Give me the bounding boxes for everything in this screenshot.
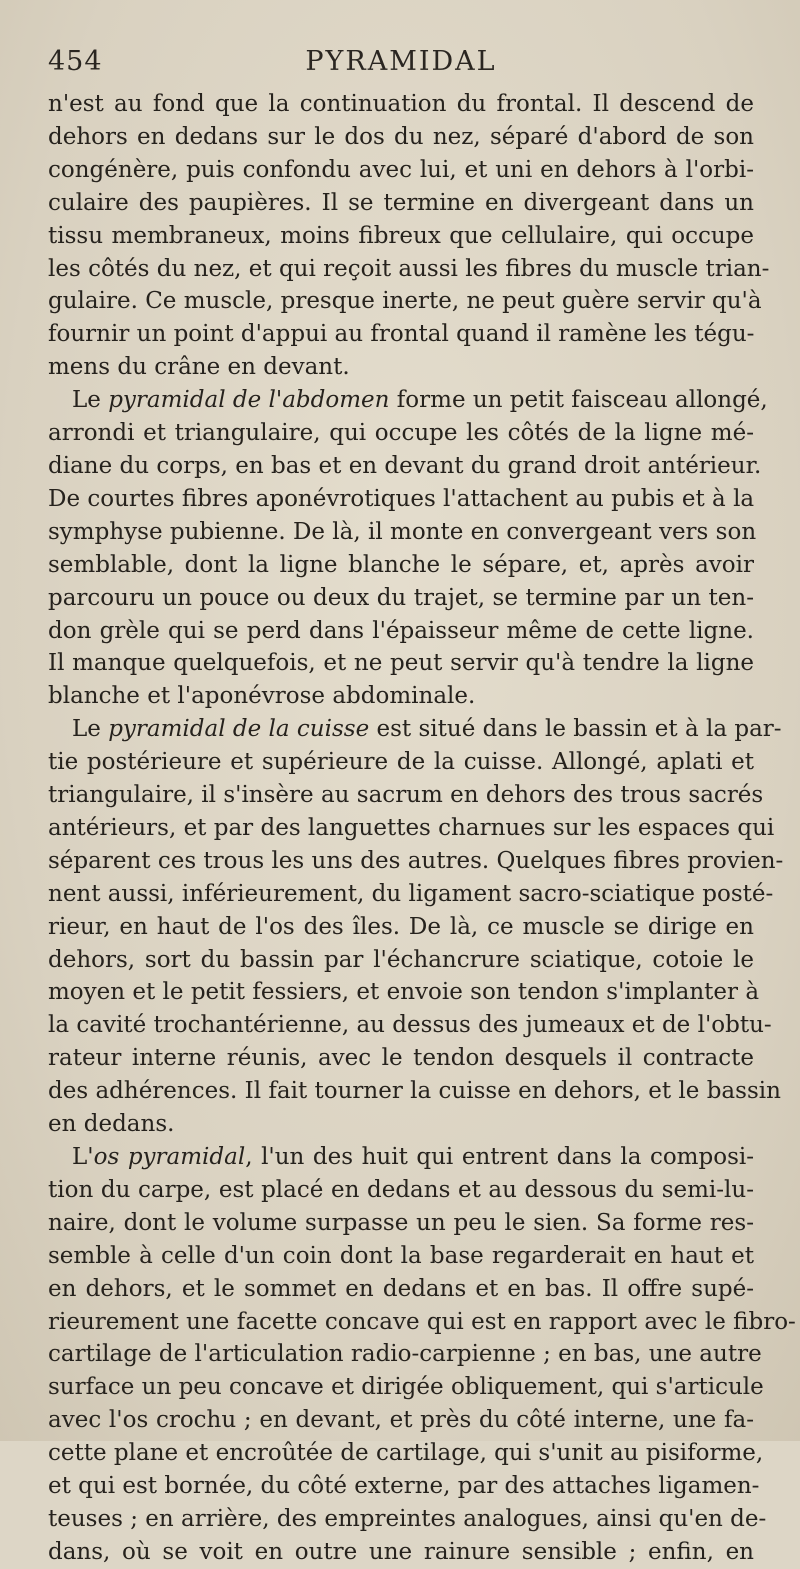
body-text <box>48 88 796 1569</box>
term-italic: os pyramidal <box>93 1144 246 1170</box>
page-number: 454 <box>48 46 103 77</box>
text-line: rieurement une facette concave qui est en rapport avec le fibro- <box>48 1308 796 1335</box>
text-line: moyen et le petit fessiers, et envoie son tendon s'implanter à <box>48 979 760 1006</box>
text-line: des adhérences. Il fait tourner la cuisse en dehors, et le bassin <box>48 1078 781 1105</box>
lead-rest: est situé dans le bassin et à la par- <box>369 716 782 743</box>
text-line: fournir un point d'appui au frontal quand il ramène les tégu- <box>48 321 755 348</box>
text-line: diane du corps, en bas et en devant du grand droit antérieur. <box>48 452 762 479</box>
paragraph-cuisse <box>48 713 784 1141</box>
text-line: Il manque quelquefois, et ne peut servir qu'à tendre la ligne <box>48 650 754 677</box>
text-line: tie postérieure et supérieure de la cuisse. Allongé, aplati et <box>48 749 754 776</box>
lead-plain: Le <box>72 716 109 743</box>
lead-plain: L' <box>72 1144 94 1170</box>
term-italic: pyramidal de la cuisse <box>108 716 370 743</box>
paragraph-abdomen <box>48 384 768 713</box>
text-line-lead <box>48 384 768 417</box>
text-line: séparent ces trous les uns des autres. Quelques fibres provien- <box>48 847 784 874</box>
text-line: les côtés du nez, et qui reçoit aussi les fibres du muscle trian- <box>48 255 770 282</box>
text-line: semble à celle d'un coin dont la base regarderait en haut et <box>48 1242 754 1269</box>
paragraph-nasal <box>48 88 770 384</box>
text-line: en dedans. <box>48 1111 175 1138</box>
text-line: tissu membraneux, moins fibreux que cellulaire, qui occupe <box>48 222 754 249</box>
text-line: gulaire. Ce muscle, presque inerte, ne peut guère servir qu'à <box>48 288 762 315</box>
text-line: dans, où se voit en outre une rainure sensible ; enfin, en <box>48 1538 754 1565</box>
text-line: semblable, dont la ligne blanche le sépare, et, après avoir <box>48 551 754 578</box>
lead-rest: , l'un des huit qui entrent dans la composi- <box>245 1144 754 1170</box>
text-line: et qui est bornée, du côté externe, par des attaches ligamen- <box>48 1473 760 1500</box>
text-line: n'est au fond que la continuation du frontal. Il descend de <box>48 91 754 117</box>
text-line: en dehors, et le sommet en dedans et en bas. Il offre supé- <box>48 1275 754 1302</box>
text-line: dehors, sort du bassin par l'échancrure sciatique, cotoie le <box>48 946 754 973</box>
lead-plain: Le <box>72 387 109 414</box>
text-line: congénère, puis confondu avec lui, et uni en dehors à l'orbi- <box>48 156 754 183</box>
text-line: arrondi et triangulaire, qui occupe les côtés de la ligne mé- <box>48 420 754 447</box>
text-line: blanche et l'aponévrose abdominale. <box>48 683 476 710</box>
text-line: mens du crâne en devant. <box>48 354 350 381</box>
text-line: rieur, en haut de l'os des îles. De là, ce muscle se dirige en <box>48 913 754 940</box>
text-line: triangulaire, il s'insère au sacrum en dehors des trous sacrés <box>48 782 764 809</box>
text-line: tion du carpe, est placé en dedans et au dessous du semi-lu- <box>48 1176 754 1203</box>
text-line: cartilage de l'articulation radio-carpienne ; en bas, une autre <box>48 1341 762 1368</box>
text-line: surface un peu concave et dirigée obliquement, qui s'articule <box>48 1374 764 1401</box>
page-header <box>48 46 754 86</box>
text-line: teuses ; en arrière, des empreintes analogues, ainsi qu'en de- <box>48 1505 767 1532</box>
text-line: parcouru un pouce ou deux du trajet, se termine par un ten- <box>48 584 754 611</box>
text-line: De courtes fibres aponévrotiques l'attachent au pubis et à la <box>48 485 755 512</box>
text-line: don grèle qui se perd dans l'épaisseur même de cette ligne. <box>48 617 754 644</box>
term-italic: pyramidal de l'abdomen <box>108 387 390 414</box>
text-line: avec l'os crochu ; en devant, et près du côté interne, une fa- <box>48 1407 754 1434</box>
text-line: la cavité trochantérienne, au dessus des jumeaux et de l'obtu- <box>48 1012 772 1039</box>
lead-rest: forme un petit faisceau allongé, <box>389 387 768 414</box>
text-line: nent aussi, inférieurement, du ligament sacro-sciatique posté- <box>48 880 774 907</box>
text-line: culaire des paupières. Il se termine en divergeant dans un <box>48 189 754 216</box>
text-line: symphyse pubienne. De là, il monte en convergeant vers son <box>48 518 757 545</box>
paragraph-os-pyramidal <box>48 1141 796 1569</box>
text-line-lead <box>48 1141 754 1174</box>
text-line: cette plane et encroûtée de cartilage, qui s'unit au pisiforme, <box>48 1440 764 1467</box>
text-line: dehors en dedans sur le dos du nez, séparé d'abord de son <box>48 123 754 150</box>
text-line: antérieurs, et par des languettes charnues sur les espaces qui <box>48 814 775 841</box>
running-head: PYRAMIDAL <box>305 46 497 77</box>
text-line-lead <box>48 713 782 746</box>
text-line: rateur interne réunis, avec le tendon desquels il contracte <box>48 1045 754 1072</box>
text-line: naire, dont le volume surpasse un peu le sien. Sa forme res- <box>48 1209 754 1236</box>
